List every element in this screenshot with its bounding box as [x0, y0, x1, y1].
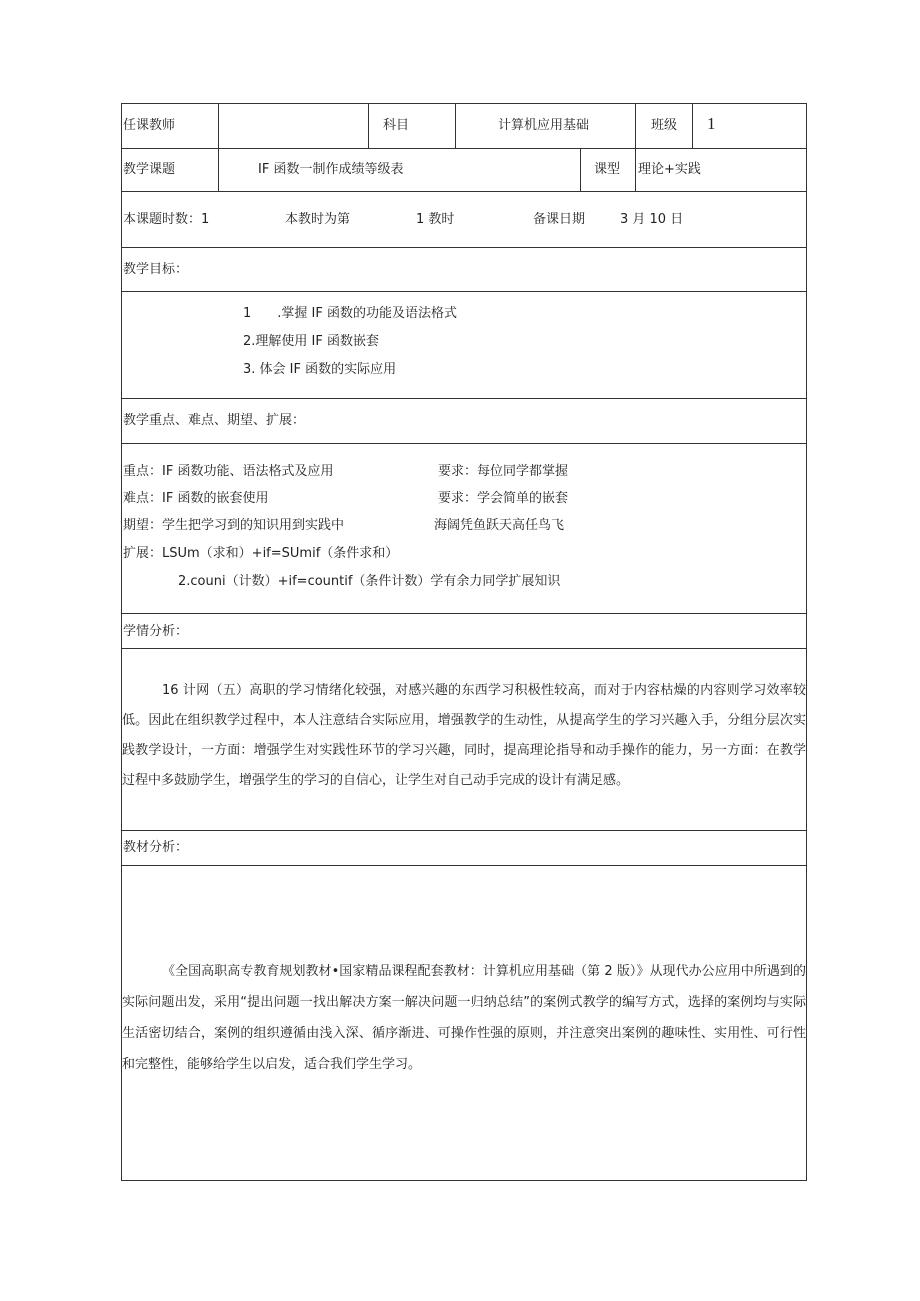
- class-label: 班级: [651, 118, 678, 133]
- date-value: 3 月 10 日: [620, 212, 684, 227]
- objectives-label: 教学目标：: [123, 262, 189, 277]
- focus-label: 教学重点、难点、期望、扩展：: [123, 413, 306, 428]
- total-hours: 本课题时数：1: [123, 212, 210, 227]
- topic-value: IF 函数一制作成绩等级表: [258, 162, 404, 177]
- table-border: [121, 247, 807, 248]
- table-border: [121, 148, 807, 149]
- table-border: [455, 103, 456, 148]
- current-hour-label: 本教时为第: [285, 212, 351, 227]
- table-border: [121, 1180, 807, 1181]
- table-border: [121, 830, 807, 831]
- table-border: [121, 865, 807, 866]
- topic-label: 教学课题: [123, 162, 176, 177]
- focus-requirement: 要求：学会简单的嵌套: [438, 491, 569, 506]
- table-border: [121, 613, 807, 614]
- table-border: [121, 443, 807, 444]
- table-border: [635, 103, 636, 191]
- objective-item: 2.理解使用 IF 函数嵌套: [243, 334, 379, 349]
- table-border: [806, 103, 807, 1181]
- table-border: [218, 103, 219, 191]
- focus-line: 难点：IF 函数的嵌套使用: [123, 491, 269, 506]
- focus-line: 2.couni（计数）+if=countif（条件计数）学有余力同学扩展知识: [178, 574, 561, 589]
- subject-label: 科目: [383, 118, 410, 133]
- focus-line: 扩展：LSUm（求和）+if=SUmif（条件求和）: [123, 546, 399, 561]
- material-analysis-text: 《全国高职高专教育规划教材•国家精品课程配套教材：计算机应用基础（第 2 版）》从现代办公应用中所遇到的实际问题出发，采用“提出问题一找出解决方案一解决问题一归纳总结”的案例式教学的编写方式，选择的案例均与实际生活密切结合，案例的组织遵循由浅入深、循序渐进、可操作性强的原则，并注意突出案例的趣味性、实用性、可行性和完整性，能够给学生以启发，适合我们学生学习。: [122, 964, 806, 1072]
- table-border: [121, 398, 807, 399]
- table-border: [121, 648, 807, 649]
- type-label: 课型: [594, 162, 621, 177]
- table-border: [121, 291, 807, 292]
- table-border: [121, 191, 807, 192]
- table-border: [692, 103, 693, 148]
- focus-line: 重点：IF 函数功能、语法格式及应用: [123, 464, 334, 479]
- focus-line: 期望：学生把学习到的知识用到实践中: [123, 518, 345, 533]
- focus-motto: 海阔凭鱼跃天高任鸟飞: [434, 518, 565, 533]
- student-analysis-text: 16 计网（五）高职的学习情绪化较强，对感兴趣的东西学习积极性较高，而对于内容枯燥的内容则学习效率较低。因此在组织教学过程中，本人注意结合实际应用，增强教学的生动性，从提高学生的学习兴趣入手，分组分层次实践教学设计，一方面：增强学生对实践性环节的学习兴趣，同时，提高理论指导和动手操作的能力，另一方面：在教学过程中多鼓励学生，增强学生的学习的自信心，让学生对自己动手完成的设计有满足感。: [122, 683, 806, 788]
- focus-requirement: 要求：每位同学都掌握: [438, 464, 569, 479]
- objective-item: 3. 体会 IF 函数的实际应用: [243, 362, 397, 377]
- subject-value: 计算机应用基础: [498, 118, 590, 133]
- material-label: 教材分析：: [123, 840, 189, 855]
- class-value: 1: [707, 114, 716, 133]
- date-label: 备课日期: [533, 212, 586, 227]
- table-border: [368, 103, 369, 148]
- student-label: 学情分析：: [123, 624, 189, 639]
- table-border: [121, 103, 807, 104]
- objective-item: 1 .掌握 IF 函数的功能及语法格式: [243, 306, 457, 321]
- type-value: 理论+实践: [638, 162, 701, 177]
- current-hour-value: 1 教时: [416, 212, 455, 227]
- teacher-label: 任课教师: [123, 118, 176, 133]
- table-border: [580, 148, 581, 191]
